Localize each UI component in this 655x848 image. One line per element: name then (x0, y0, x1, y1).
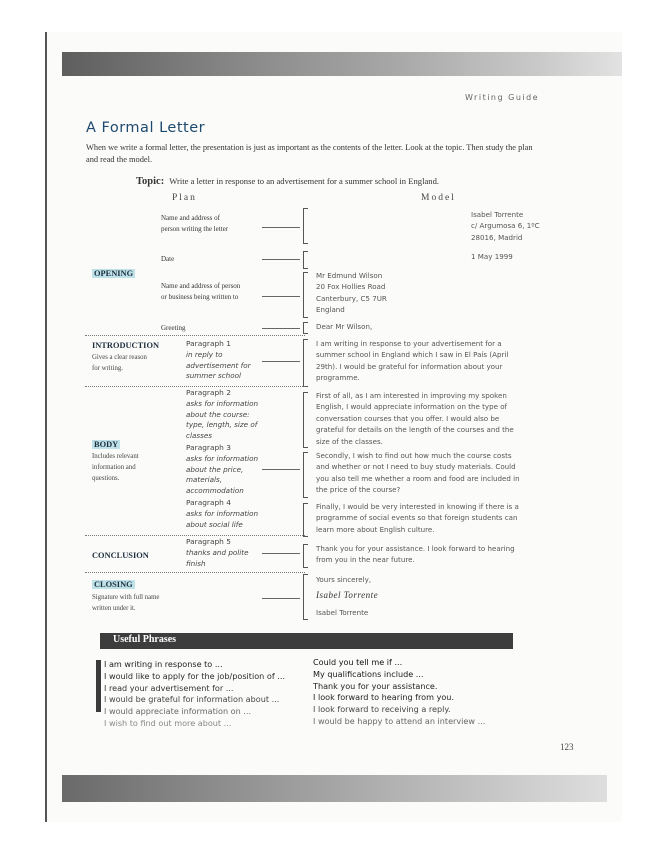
divider (85, 386, 305, 387)
phrase-item: I look forward to receiving a reply. (313, 704, 451, 715)
model-date: 1 May 1999 (471, 252, 513, 261)
phrase-item: I would like to apply for the job/position of ... (104, 670, 285, 681)
bracket (303, 251, 308, 269)
connector-line (262, 328, 300, 329)
bracket (303, 322, 308, 334)
useful-phrases-title: Useful Phrases (113, 634, 177, 645)
bracket (303, 503, 308, 537)
phrases-left-list (104, 659, 285, 730)
divider (85, 572, 305, 573)
plan-sender-address: Name and address of person writing the letter (161, 214, 229, 233)
bottom-decorative-band (62, 775, 607, 802)
plan-greeting: Greeting (161, 324, 186, 332)
divider (85, 335, 305, 336)
phrase-item: I would be happy to attend an interview ... (313, 715, 486, 726)
phrase-item: I would appreciate information on ... (104, 706, 252, 717)
section-opening: OPENING (94, 269, 134, 278)
divider (85, 535, 305, 536)
connector-line (262, 553, 300, 554)
model-recipient-address: Mr Edmund Wilson 20 Fox Hollies Road Canterbury, C5 7UR England (316, 271, 387, 315)
plan-paragraph-4: Paragraph 4 asks for information about social life (186, 498, 259, 529)
bracket (303, 208, 308, 244)
section-closing: CLOSING Signature with full name written under it. (92, 580, 160, 612)
phrases-right-list (313, 657, 485, 728)
topic (136, 176, 439, 187)
phrase-item: I wish to find out more about ... (104, 717, 232, 728)
phrase-item: Could you tell me if ... (313, 657, 403, 667)
bracket (303, 544, 308, 568)
section-conclusion: CONCLUSION (92, 551, 149, 560)
topic-label: Topic: (136, 176, 165, 187)
model-paragraph-1: I am writing in response to your advertisement for a summer school in England which I saw in El País (April 29th). I would be grateful for information about your programme. (316, 339, 509, 383)
bracket (303, 574, 308, 620)
page-number: 123 (560, 742, 574, 752)
page-title: A Formal Letter (86, 120, 206, 136)
phrase-item: I am writing in response to ... (104, 659, 223, 669)
model-paragraph-4: Finally, I would be very interested in knowing if there is a programme of social events so that foreign students can learn more about English culture. (316, 502, 519, 534)
connector-line (262, 296, 300, 297)
model-paragraph-2: First of all, as I am interested in improving my spoken English, I would appreciate information on the type of conversation courses that you offer. I would also be grateful for details on the length of the courses and the size of the classes. (316, 391, 514, 446)
top-decorative-band (62, 52, 622, 76)
bracket (303, 392, 308, 448)
plan-heading: Plan (172, 193, 197, 203)
phrase-item: My qualifications include ... (313, 668, 424, 679)
connector-line (262, 227, 300, 228)
phrase-item: I read your advertisement for ... (104, 682, 234, 693)
plan-paragraph-1: Paragraph 1 in reply to advertisement for summer school (186, 339, 251, 381)
bracket (303, 452, 308, 498)
model-signature: Isabel Torrente (316, 590, 379, 600)
section-introduction: INTRODUCTION Gives a clear reason for writing. (92, 341, 160, 372)
plan-paragraph-3: Paragraph 3 asks for information about the price, materials, accommodation (186, 443, 259, 496)
bracket (303, 339, 308, 387)
plan-paragraph-5: Paragraph 5 thanks and polite finish (186, 537, 249, 568)
plan-date: Date (161, 255, 175, 263)
connector-line (262, 598, 300, 599)
intro-text: When we write a formal letter, the presentation is just as important as the contents of the letter. Look at the topic. Then study the plan and read the model. (86, 143, 533, 164)
topic-text: Write a letter in response to an advertisement for a summer school in England. (169, 176, 440, 186)
connector-line (262, 361, 300, 362)
model-sender-address: Isabel Torrente c/ Argumosa 6, 1ºC 28016, Madrid (471, 210, 540, 242)
connector-line (262, 259, 300, 260)
model-heading: Model (421, 193, 456, 203)
bracket (303, 272, 308, 318)
plan-paragraph-2: Paragraph 2 asks for information about the course: type, length, size of classes (186, 388, 259, 441)
phrase-item: I would be grateful for information about ... (104, 694, 280, 705)
plan-recipient-address: Name and address of person or business being written to (161, 282, 241, 301)
section-body: BODY Includes relevant information and questions. (92, 440, 139, 482)
phrase-item: I look forward to hearing from you. (313, 692, 455, 703)
phrase-accent-bar (96, 660, 101, 712)
model-printed-name: Isabel Torrente (316, 608, 369, 617)
model-paragraph-3: Secondly, I wish to find out how much the course costs and whether or not I need to buy study materials. Could you also tell me whether a room and food are included in the price of the course? (316, 451, 520, 495)
model-closing: Yours sincerely, (316, 575, 372, 584)
model-greeting: Dear Mr Wilson, (316, 322, 373, 331)
connector-line (262, 469, 300, 470)
model-paragraph-5: Thank you for your assistance. I look forward to hearing from you in the near future. (316, 544, 515, 565)
running-head: Writing Guide (465, 93, 540, 102)
phrase-item: Thank you for your assistance. (313, 680, 438, 691)
